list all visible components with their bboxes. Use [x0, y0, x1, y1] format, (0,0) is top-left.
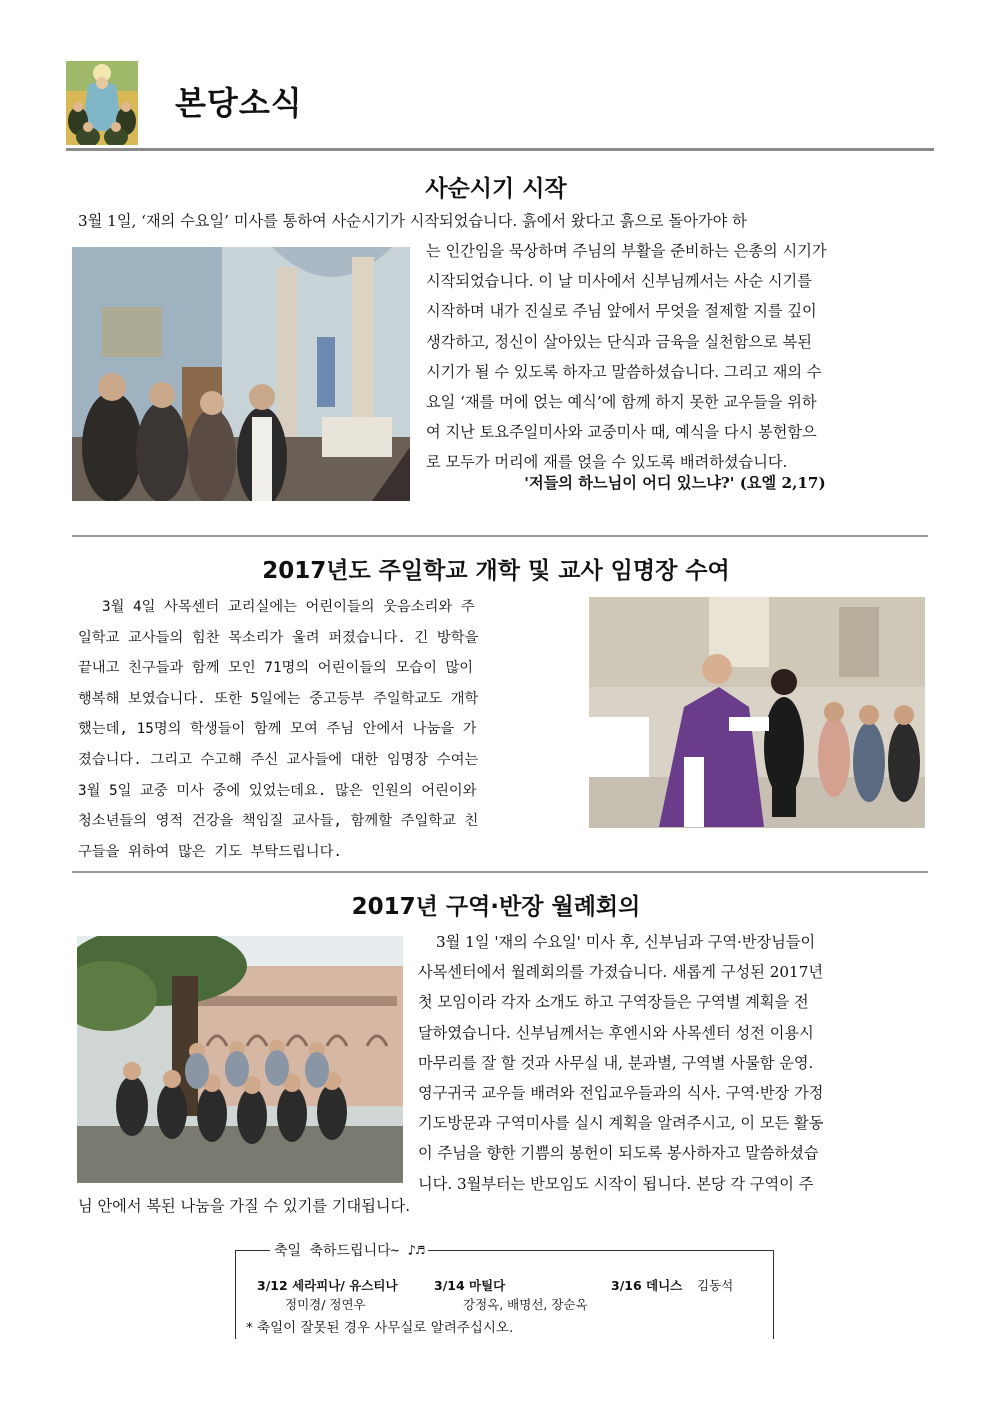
bible-quote: '저들의 하느님이 어디 있느냐?' (요엘 2,17) [524, 474, 826, 492]
feast-entry-date: 3/16 데니스 [611, 1278, 683, 1293]
feast-note: * 축일이 잘못된 경우 사무실로 알려주십시오. [246, 1320, 514, 1336]
section3-line: 3월 1일 '재의 수요일' 미사 후, 신부님과 구역·반장님들이 [436, 933, 816, 951]
section3-line: 달하였습니다. 신부님께서는 후엔시와 사목센터 성전 이용시 [418, 1023, 814, 1042]
section1-line: 는 인간임을 묵상하며 주님의 부활을 준비하는 은총의 시기가 [426, 242, 827, 260]
section-title-monthly-meeting: 2017년 구역·반장 월례회의 [351, 894, 641, 920]
section1-line: 요일 ‘재를 머에 얹는 예식’에 함께 하지 못한 교우들을 위하 [426, 393, 817, 412]
section3-last-line: 님 안에서 복된 나눔을 가질 수 있기를 기대됩니다. [78, 1197, 411, 1215]
section2-body [78, 592, 574, 867]
section2-line: 했는데, 15명의 학생들이 함께 모여 주님 안에서 나눔을 가 [78, 721, 477, 738]
section1-line: 생각하고, 정신이 살아있는 단식과 금육을 실천함으로 복된 [426, 332, 812, 351]
section3-line: 사목센터에서 월례회의를 가졌습니다. 새롭게 구성된 2017년 [418, 963, 824, 982]
section1-line: 시작하며 내가 진실로 주님 앞에서 무엇을 절제할 지를 깊이 [426, 302, 817, 321]
feast-entry-date: 3/14 마틸다 [434, 1278, 506, 1293]
photo-ash-wednesday-mass [72, 247, 410, 501]
section-divider [72, 535, 928, 537]
section2-line: 끝내고 친구들과 함께 모인 71명의 어린이들의 모습이 많이 [78, 660, 474, 677]
section1-line: 시기가 될 수 있도록 하자고 말씀하셨습니다. 그리고 재의 수 [426, 362, 822, 381]
section1-line: 시작되었습니다. 이 날 미사에서 신부님께서는 사순 시기를 [426, 272, 812, 291]
feast-entry-names: 강정옥, 배명선, 장순옥 [463, 1297, 588, 1312]
section2-line: 졌습니다. 그리고 수고해 주신 교사들에 대한 임명장 수여는 [78, 751, 479, 768]
section2-line: 행복해 보였습니다. 또한 5일에는 중고등부 주일학교도 개학 [78, 690, 479, 707]
section3-line: 마무리를 잘 할 것과 사무실 내, 분과별, 구역별 사물함 운영. [418, 1053, 814, 1072]
section-title-sunday-school: 2017년도 주일학교 개학 및 교사 임명장 수여 [262, 558, 730, 584]
section2-line: 일학교 교사들의 힘찬 목소리가 울려 퍼졌습니다. 긴 방학을 [78, 629, 479, 646]
parish-logo [66, 61, 138, 145]
header-divider [66, 148, 934, 151]
photo-group-meeting [77, 936, 403, 1183]
page-title: 본당소식 [175, 84, 303, 122]
section-divider [72, 871, 928, 873]
section1-line: 여 지난 토요주일미사와 교중미사 때, 예식을 다시 봉헌함으 [426, 423, 817, 442]
section-title-lent: 사순시기 시작 [425, 176, 567, 202]
feast-day-title: 축일 축하드립니다~ ♪♬ [270, 1240, 428, 1260]
feast-entry-date: 3/12 세라피나/ 유스티나 [257, 1278, 398, 1293]
section3-line: 이 주님을 향한 기쁨의 봉헌이 되도록 봉사하자고 말씀하셨습 [418, 1144, 819, 1163]
section3-line: 영구귀국 교우들 배려와 전입교우들과의 식사. 구역·반장 가정 [418, 1084, 824, 1103]
photo-teacher-appointment [589, 597, 925, 828]
section2-line: 구들을 위하여 많은 기도 부탁드립니다. [78, 843, 343, 860]
section1-first-line: 3월 1일, ‘재의 수요일’ 미사를 통하여 사순시기가 시작되었습니다. 흙에서 왔다고 흙으로 돌아가야 하 [78, 212, 747, 230]
section2-line: 청소년들의 영적 건강을 책임질 교사들, 함께할 주일학교 친 [78, 813, 479, 830]
feast-entry-names: 김동석 [697, 1278, 734, 1293]
section3-line: 첫 모임이라 각자 소개도 하고 구역장들은 구역별 계획을 전 [418, 993, 809, 1012]
section2-line: 3월 4일 사목센터 교리실에는 어린이들의 웃음소리와 주 [102, 599, 475, 615]
section3-line: 니다. 3월부터는 반모임도 시작이 됩니다. 본당 각 구역이 주 [418, 1174, 814, 1193]
section1-line: 로 모두가 머리에 재를 얹을 수 있도록 배려하셨습니다. [426, 453, 788, 472]
section3-body [418, 927, 919, 1199]
section2-line: 3월 5일 교중 미사 중에 있었는데요. 많은 인원의 어린이와 [78, 782, 477, 799]
section1-body [426, 236, 918, 478]
feast-entry-names: 정미경/ 정연우 [285, 1297, 366, 1312]
section3-line: 기도방문과 구역미사를 실시 계획을 알려주시고, 이 모든 활동 [418, 1114, 824, 1133]
